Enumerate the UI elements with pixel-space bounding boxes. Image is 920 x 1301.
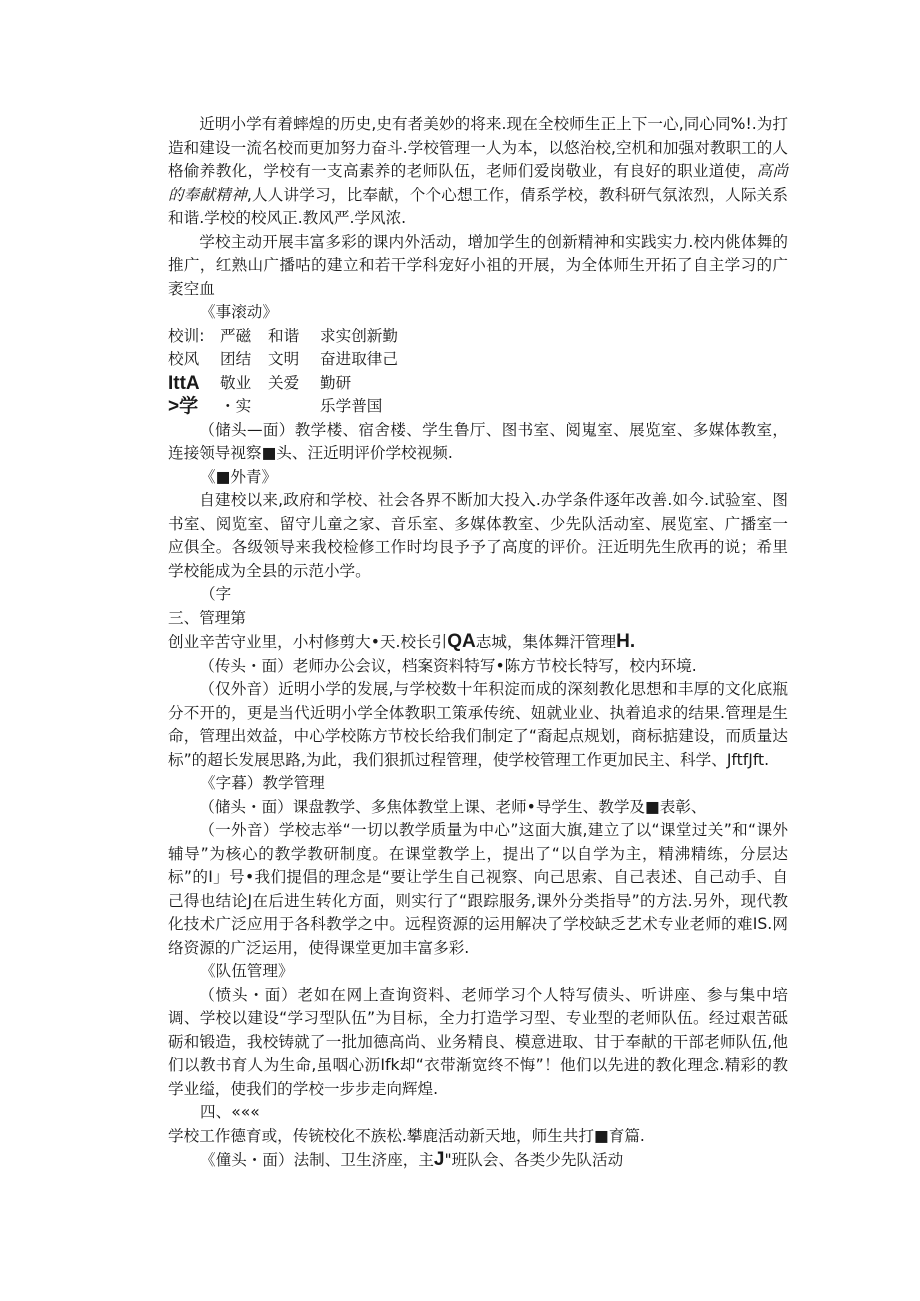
management-intro-c: 志城，集体舞汗管理 — [475, 633, 617, 651]
motto-cell: 敬业 — [220, 373, 252, 392]
activities-shots-c: "班队会、各类少先队活动 — [444, 1151, 624, 1169]
motto-row — [168, 348, 788, 372]
motto-cell: 和谐 — [268, 326, 300, 345]
facilities-paragraph: 自建校以来,政府和学校、社会各界不断加大投入.办学条件逐年改善.如今.试验室、图书室、阅览室、留守儿童之家、音乐室、多媒体教室、少先队活动室、展览室、广播室一应俱全。各级领导来我校检修工作时均艮予予了高度的评价。汪近明先生欣再的说；希里学校能成为全县的示范小学。 — [168, 491, 788, 580]
voiceover-development-paragraph: （仅外音）近明小学的发展,与学校数十年积淀而成的深刻教化思想和丰厚的文化底瓶分不开的，更是当代近明小学全体教职工策承传统、妞就业业、执着追求的结果.管理是生命，管理出效益，中心学校陈方节校长给我们制定了“裔起点规划，商标掂建设，而质量达标”的超长发展思路,为此，我们狠抓过程管理，使学校管理工作更加民主、科学、JftfJft. — [168, 680, 788, 769]
management-intro-d: H. — [616, 631, 636, 652]
activities-shots-a: 《僮头・面）法制、卫生济座，主 — [200, 1151, 434, 1169]
motto-cell: 团结 — [220, 350, 252, 368]
section-heading-team: 《队伍管理》 — [200, 962, 294, 980]
motto-cell: 关爱 — [268, 373, 300, 392]
motto-row — [168, 325, 788, 349]
motto-cell: 奋进取律己 — [320, 350, 398, 368]
motto-cell: 求实创新勤 — [320, 326, 398, 345]
management-intro-b: QA — [447, 631, 476, 652]
activities-paragraph: 学校主动开展丰富多彩的课内外活动，增加学生的创新精神和实践实力.校内佻体舞的推广，红熟山广播咕的建立和若干学科宠好小祖的开展，为全体师生开拓了自主学习的广袤空血 — [168, 232, 788, 298]
motto-cell — [268, 395, 320, 419]
caption-fragment: （字 — [200, 585, 232, 603]
motto-cell: 文明 — [268, 350, 300, 368]
motto-label: IttA — [168, 372, 200, 394]
intro-text-italic: 高尚的奉献精神 — [168, 162, 788, 204]
intro-paragraph — [168, 113, 788, 231]
teaching-shots-paragraph: （储头・面）课盘教学、多焦体教堂上课、老师•导学生、教学及■表彰、 — [199, 797, 707, 816]
section-heading-teaching: 《字暮）教学管理 — [200, 774, 325, 792]
motto-row — [168, 372, 788, 396]
motto-label: 校风 — [168, 350, 200, 368]
motto-row — [168, 395, 788, 419]
motto-cell: 乐学普国 — [320, 397, 383, 415]
moral-education-paragraph: 学校工作德育或，传铳校化不族松.攀鹿活动新天地，师生共打■育篇. — [168, 1126, 645, 1145]
management-intro-a: 创业辛苦守业里，小村修剪大•天.校长引 — [168, 633, 448, 651]
motto-cell: 勤研 — [320, 373, 352, 392]
teaching-voiceover-paragraph: （一外音）学校志举“一切以教学质量为中心”这面大旗,建立了以“课堂过关”和“课外辅导”为核心的教学教研制度。在课堂教学上，提出了“以自学为主，精沸精练，分层达标”的I」号•我们提倡的理念是“要让学生自己视察、向己思索、自己表述、自己动手、自己得也结论J在后进生转化方面，则实行了“跟踪服务,课外分类指导”的方法.另外，现代教化技术广泛应用于各科教学之中。远程资源的运用解决了学校缺乏艺术专业老师的难IS.网络资源的广泛运用，使得课堂更加丰富多彩. — [168, 821, 788, 957]
team-paragraph: （愤头・面）老如在网上查询资料、老师学习个人特写债头、听讲座、参与集中培调、学校以建设“学习型队伍”为目标，全力打造学习型、专业型的老师队伍。经过艰苦砥砺和锻造，我校铸就了一批加德高尚、业务精良、模意进取、甘于奉献的干部老师队伍,他们以教书育人为生命,虽咽心沥Ifk却“衣带渐宽终不悔”！他们以先进的教化理念.精彩的教学业缢，使我们的学校一步步走向辉煌. — [168, 985, 788, 1098]
section-heading-shigundong: 《事滚动》 — [200, 303, 278, 321]
campus-shots-paragraph: （储头—面）教学楼、宿舍楼、学生鲁厅、图书室、阅嵬室、展览室、多媒体教室，连接领导视察■头、汪近明评价学校视频. — [168, 420, 788, 462]
motto-label: >学 — [168, 396, 199, 417]
section-heading-four: 四、««« — [200, 1103, 260, 1121]
intro-text-b: ,人人讲学习，比奉献，个个心想工作，倩系学校，教科研气氛浓烈，人际关系和谐.学校的校风正.教风严.学风浓. — [168, 185, 788, 227]
management-intro — [168, 630, 788, 655]
activities-shots-paragraph — [168, 1148, 788, 1173]
document-body — [168, 113, 788, 1173]
intro-text-a: 近明小学有着蟀煌的历史,史有者美妙的将来.现在全校师生正上下一心,同心同%!.为打造和建设一流名校而更加努力奋斗.学校管理一人为本，以悠治校,空机和加强对教职工的人格偷养教化，学校有一支高素养的老师队伍，老师们爱岗敬业，有良好的职业道使， — [168, 115, 788, 180]
motto-grid — [168, 325, 788, 419]
section-heading-management: 三、管理第 — [168, 608, 246, 627]
motto-label: 校训: — [168, 326, 205, 345]
motto-cell: 严磁 — [220, 326, 252, 345]
meeting-shots-paragraph: （传头・面）老师办公会议，档案资料特写•陈方节校长特写，校内环境. — [199, 656, 697, 675]
activities-shots-b: J — [433, 1149, 445, 1170]
motto-cell: ・实 — [220, 397, 252, 415]
section-heading-waiqing: 《■外青》 — [200, 467, 278, 486]
